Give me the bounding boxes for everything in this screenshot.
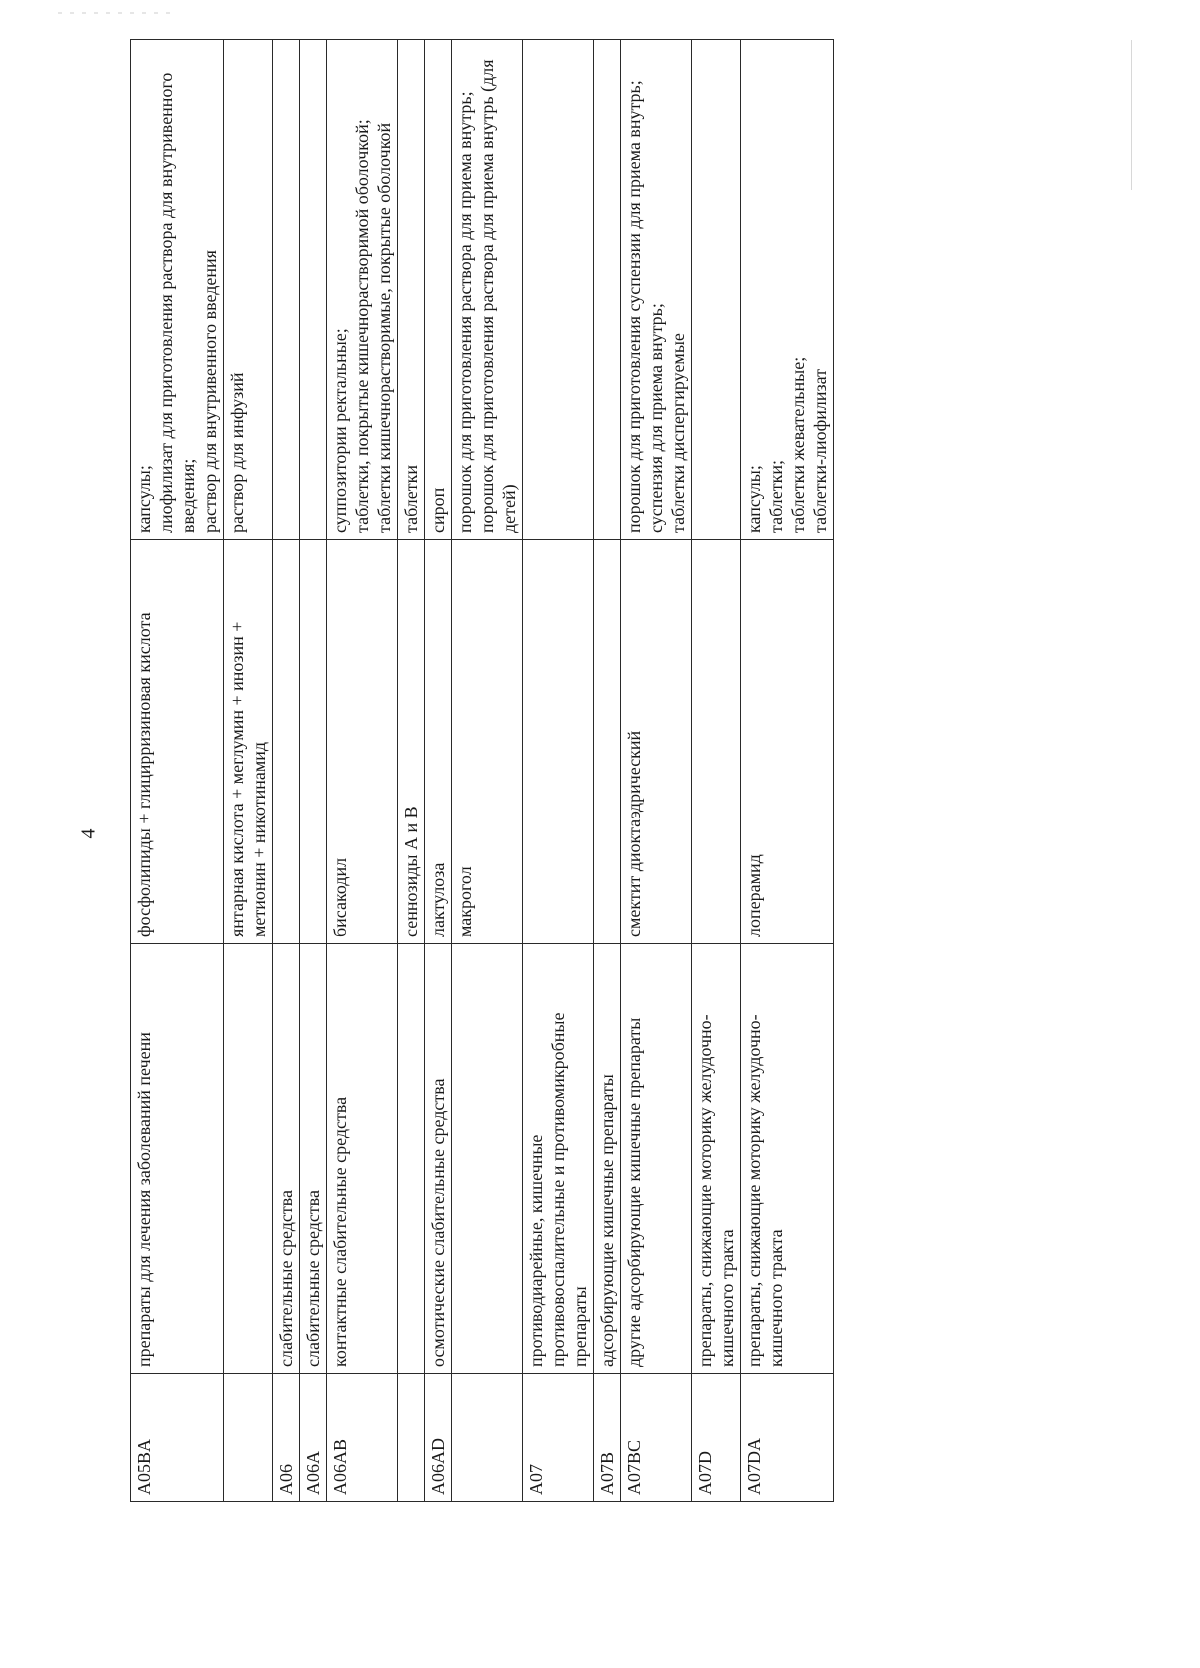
table-row (425, 40, 452, 1502)
atc-code-cell: A06 (273, 1374, 300, 1502)
inn-cell (523, 540, 594, 944)
dosage-form-line: таблетки-лиофилизат (810, 368, 830, 533)
scan-artifact (58, 12, 178, 14)
inn-cell: бисакодил (327, 540, 398, 944)
atc-code-cell (452, 1374, 523, 1502)
inn-cell: смектит диоктаэдрический (621, 540, 692, 944)
dosage-form-line: порошок для приготовления раствора для приема внутрь (для детей) (477, 59, 519, 533)
atc-code-cell: A06AD (425, 1374, 452, 1502)
atc-code-cell: A07DA (741, 1374, 834, 1502)
table-row (224, 40, 273, 1502)
inn-cell (594, 540, 621, 944)
atc-group-cell: препараты, снижающие моторику желудочно-кишечного тракта (741, 944, 834, 1374)
dosage-form-line: порошок для приготовления суспензии для приема внутрь; (624, 80, 644, 533)
table-row (300, 40, 327, 1502)
dosage-form-line: раствор для инфузий (227, 372, 247, 533)
dosage-form-cell (523, 40, 594, 540)
atc-code-cell: A06AB (327, 1374, 398, 1502)
table-row (594, 40, 621, 1502)
atc-code-cell (224, 1374, 273, 1502)
table-row (398, 40, 425, 1502)
drug-list-table (130, 39, 834, 1502)
dosage-form-cell (621, 40, 692, 540)
atc-code-cell: A06A (300, 1374, 327, 1502)
dosage-form-line: капсулы; (134, 465, 154, 533)
atc-code-cell: A05BA (131, 1374, 224, 1502)
atc-group-cell: препараты для лечения заболеваний печени (131, 944, 224, 1374)
table-row (523, 40, 594, 1502)
dosage-form-line: суппозитории ректальные; (330, 328, 350, 533)
dosage-form-line: таблетки, покрытые кишечнорастворимой оболочкой; (352, 119, 372, 533)
atc-code-cell: A07B (594, 1374, 621, 1502)
dosage-form-cell (273, 40, 300, 540)
inn-cell: лактулоза (425, 540, 452, 944)
table-row (327, 40, 398, 1502)
dosage-form-line: капсулы; (744, 465, 764, 533)
inn-cell: янтарная кислота + меглумин + инозин + метионин + никотинамид (224, 540, 273, 944)
rotated-page-content (130, 40, 1050, 1502)
dosage-form-cell (452, 40, 523, 540)
table-row (273, 40, 300, 1502)
atc-group-cell (398, 944, 425, 1374)
dosage-form-cell (594, 40, 621, 540)
atc-group-cell: контактные слабительные средства (327, 944, 398, 1374)
atc-group-cell (224, 944, 273, 1374)
atc-group-cell: препараты, снижающие моторику желудочно-кишечного тракта (692, 944, 741, 1374)
atc-group-cell: слабительные средства (300, 944, 327, 1374)
atc-code-cell: A07D (692, 1374, 741, 1502)
dosage-form-cell (398, 40, 425, 540)
dosage-form-line: суспензия для приема внутрь; (646, 303, 666, 533)
dosage-form-cell (741, 40, 834, 540)
page-number: 4 (77, 828, 100, 839)
dosage-form-cell (692, 40, 741, 540)
dosage-form-cell (224, 40, 273, 540)
inn-cell: макрогол (452, 540, 523, 944)
dosage-form-cell (425, 40, 452, 540)
atc-group-cell: слабительные средства (273, 944, 300, 1374)
dosage-form-cell (300, 40, 327, 540)
table-body (131, 40, 834, 1502)
dosage-form-cell (327, 40, 398, 540)
atc-code-cell (398, 1374, 425, 1502)
table-row (452, 40, 523, 1502)
atc-group-cell: осмотические слабительные средства (425, 944, 452, 1374)
dosage-form-line: таблетки кишечнорастворимые, покрытые оболочкой (374, 122, 394, 533)
atc-group-cell: противодиарейные, кишечные противовоспалительные и противомикробные препараты (523, 944, 594, 1374)
inn-cell (273, 540, 300, 944)
dosage-form-line: таблетки жевательные; (788, 356, 808, 533)
dosage-form-line: таблетки (401, 464, 421, 533)
atc-group-cell: другие адсорбирующие кишечные препараты (621, 944, 692, 1374)
atc-group-cell: адсорбирующие кишечные препараты (594, 944, 621, 1374)
table-row (131, 40, 224, 1502)
inn-cell (692, 540, 741, 944)
atc-code-cell: A07 (523, 1374, 594, 1502)
dosage-form-line: раствор для внутривенного введения (200, 250, 220, 533)
dosage-form-line: порошок для приготовления раствора для приема внутрь; (455, 91, 475, 533)
table-row (621, 40, 692, 1502)
inn-cell (300, 540, 327, 944)
dosage-form-line: таблетки диспергируемые (668, 333, 688, 533)
dosage-form-line: таблетки; (766, 459, 786, 533)
dosage-form-line: лиофилизат для приготовления раствора для внутривенного введения; (156, 72, 198, 533)
inn-cell: сеннозиды А и В (398, 540, 425, 944)
dosage-form-line: сироп (428, 487, 448, 533)
atc-group-cell (452, 944, 523, 1374)
scan-artifact (1131, 40, 1132, 190)
inn-cell: лоперамид (741, 540, 834, 944)
table-row (692, 40, 741, 1502)
atc-code-cell: A07BC (621, 1374, 692, 1502)
dosage-form-cell (131, 40, 224, 540)
table-row (741, 40, 834, 1502)
inn-cell: фосфолипиды + глицирризиновая кислота (131, 540, 224, 944)
